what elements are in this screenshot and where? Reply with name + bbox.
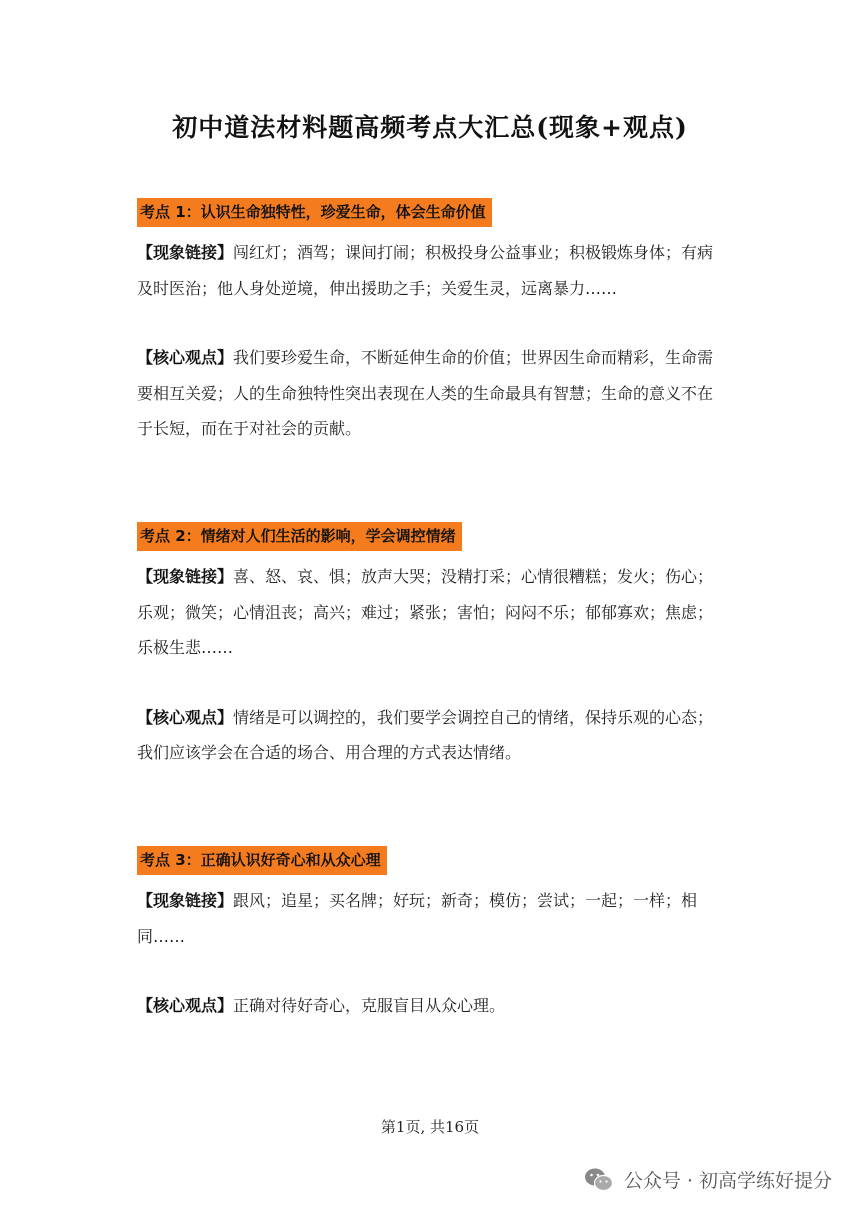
- watermark: [584, 1166, 832, 1193]
- viewpoint-label: 【核心观点】: [137, 996, 234, 1015]
- phenomenon-paragraph: [137, 559, 727, 666]
- viewpoint-label: 【核心观点】: [137, 707, 234, 727]
- viewpoint-paragraph: [137, 988, 727, 1024]
- section-heading: 考点 2：情绪对人们生活的影响，学会调控情绪: [137, 522, 462, 551]
- wechat-icon: [584, 1167, 614, 1193]
- section-heading: 考点 1：认识生命独特性，珍爱生命，体会生命价值: [137, 198, 492, 227]
- phenomenon-label: 【现象链接】: [137, 243, 234, 262]
- watermark-text: 公众号 · 初高学练好提分: [623, 1170, 832, 1192]
- page-number: 第1页, 共16页: [380, 1118, 480, 1136]
- section-1: [137, 198, 727, 447]
- page-title: 初中道法材料题高频考点大汇总(现象+观点): [172, 113, 688, 142]
- phenomenon-paragraph: [137, 883, 727, 954]
- viewpoint-text: 正确对待好奇心，克服盲目从众心理。: [233, 996, 506, 1015]
- viewpoint-label: 【核心观点】: [137, 348, 234, 367]
- phenomenon-paragraph: [137, 235, 727, 306]
- section-heading: 考点 3：正确认识好奇心和从众心理: [137, 846, 387, 875]
- viewpoint-text: 我们要珍爱生命，不断延伸生命的价值；世界因生命而精彩，生命需要相互关爱；人的生命独特性突出表现在人类的生命最具有智慧；生命的意义不在于长短，而在于对社会的贡献。: [137, 348, 714, 438]
- section-3: [137, 846, 727, 1024]
- phenomenon-text: 闯红灯；酒驾；课间打闹；积极投身公益事业；积极锻炼身体；有病及时医治；他人身处逆境，伸出援助之手；关爱生灵，远离暴力……: [137, 243, 714, 298]
- viewpoint-paragraph: [137, 700, 727, 771]
- phenomenon-text: 喜、怒、哀、惧；放声大哭；没精打采；心情很糟糕；发火；伤心；乐观；微笑；心情沮丧；高兴；难过；紧张；害怕；闷闷不乐；郁郁寡欢；焦虑；乐极生悲……: [137, 567, 714, 657]
- viewpoint-text: 情绪是可以调控的，我们要学会调控自己的情绪，保持乐观的心态；我们应该学会在合适的场合、用合理的方式表达情绪。: [137, 707, 714, 762]
- section-2: [137, 522, 727, 771]
- phenomenon-label: 【现象链接】: [137, 567, 234, 586]
- viewpoint-paragraph: [137, 340, 727, 447]
- phenomenon-text: 跟风；追星；买名牌；好玩；新奇；模仿；尝试；一起；一样；相同……: [137, 891, 698, 946]
- phenomenon-label: 【现象链接】: [137, 891, 234, 910]
